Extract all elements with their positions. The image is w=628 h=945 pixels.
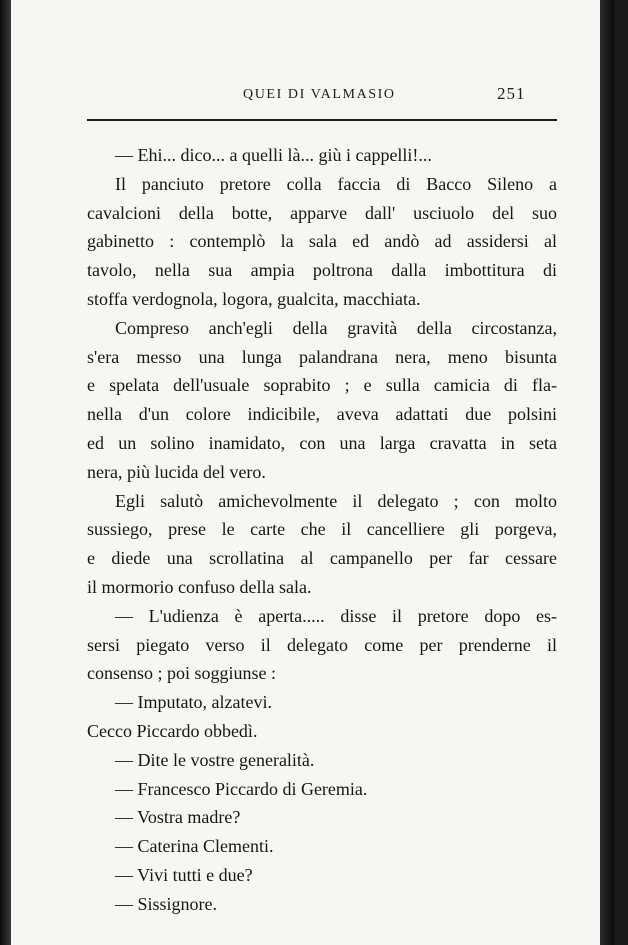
text-line: — Vivi tutti e due? [115,864,253,885]
text-line: sussiego, prese le carte che il cancelliere gli porgeva, [87,519,557,540]
text-line: — Ehi... dico... a quelli là... giù i cappelli!... [115,145,432,165]
text-line: Cecco Piccardo obbedì. [87,720,258,741]
text-line: gabinetto : contemplò la sala ed andò ad assidersi al [87,231,557,252]
text-line: nella d'un colore indicibile, aveva adattati due polsini [87,404,557,425]
text-line: Il panciuto pretore colla faccia di Bacco Sileno a [115,173,557,194]
text-line: — Caterina Clementi. [115,836,274,857]
text-line: s'era messo una lunga palandrana nera, meno bisunta [87,346,557,367]
text-line: consenso ; poi soggiunse : [87,663,276,684]
body-text [87,141,557,919]
text-line: e diede una scrollatina al campanello per far cessare [87,548,557,569]
text-line: cavalcioni della botte, apparve dall' usciuolo del suo [87,202,557,223]
text-line: — Francesco Piccardo di Geremia. [115,778,368,799]
text-line: tavolo, nella sua ampia poltrona dalla imbottitura di [87,260,557,281]
text-line: — Vostra madre? [115,807,241,828]
text-line: — Sissignore. [115,893,218,914]
text-line: Compreso anch'egli della gravità della circostanza, [115,317,557,338]
page-number: 251 [497,84,526,103]
page-right-edge [600,0,614,945]
text-line: Egli salutò amichevolmente il delegato ; con molto [115,490,557,511]
book-page [11,0,614,945]
text-line: sersi piegato verso il delegato come per prenderne il [87,634,557,655]
running-head [11,84,614,108]
text-line: ed un solino inamidato, con una larga cravatta in seta [87,432,557,453]
text-line: — Dite le vostre generalità. [115,749,315,770]
header-rule [87,119,557,121]
text-line: nera, più lucida del vero. [87,461,266,482]
running-title: QUEI DI VALMASIO [243,87,396,102]
text-line: — L'udienza è aperta..... disse il pretore dopo es- [115,605,557,626]
text-line: e spelata dell'usuale soprabito ; e sulla camicia di fla- [87,375,557,396]
text-line: il mormorio confuso della sala. [87,576,312,597]
page-left-edge [0,0,11,945]
text-line: — Imputato, alzatevi. [115,692,272,713]
text-line: stoffa verdognola, logora, gualcita, macchiata. [87,288,421,309]
